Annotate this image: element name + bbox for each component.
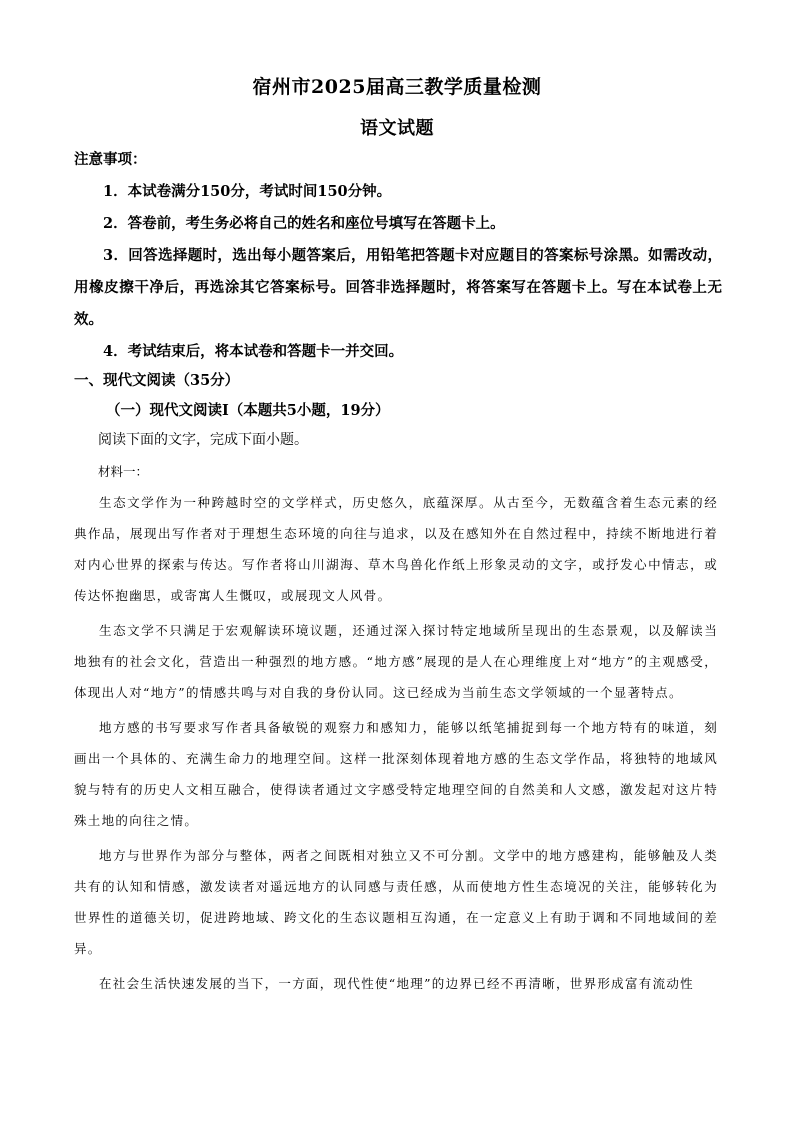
section-heading: 一、现代文阅读（35分） (74, 372, 240, 389)
notice-item-4: 4．考试结束后，将本试卷和答题卡一并交回。 (103, 343, 404, 360)
exam-subtitle: 语文试题 (360, 118, 434, 139)
material-body (74, 487, 718, 1003)
material-label: 材料一： (98, 464, 149, 479)
paragraph-3: 地方感的书写要求写作者具备敏锐的观察力和感知力，能够以纸笔捕捉到每一个地方特有的味道，刻画出一个具体的、充满生命力的地理空间。这样一批深刻体现着地方感的生态文学作品，将独特的地域风貌与特有的历史人文相互融合，使得读者通过文字感受特定地理空间的自然美和人文感，激发起对这片特殊土地的向往之情。 (74, 720, 718, 828)
paragraph-1: 生态文学作为一种跨越时空的文学样式，历史悠久，底蕴深厚。从古至今，无数蕴含着生态元素的经典作品，展现出写作者对于理想生态环境的向往与追求，以及在感知外在自然过程中，持续不断地进行着对内心世界的探索与传达。写作者将山川湖海、草木鸟兽化作纸上形象灵动的文字，或抒发心中情志，或传达怀抱幽思，或寄寓人生慨叹，或展现文人风骨。 (74, 495, 718, 603)
notice-heading: 注意事项： (74, 151, 147, 168)
paragraph-4: 地方与世界作为部分与整体，两者之间既相对独立又不可分割。文学中的地方感建构，能够触及人类共有的认知和情感，激发读者对遥远地方的认同感与责任感，从而使地方性生态境况的关注，能够转化为世界性的道德关切，促进跨地域、跨文化的生态议题相互沟通，在一定意义上有助于调和不同地域间的差异。 (74, 848, 718, 956)
paragraph-5: 在社会生活快速发展的当下，一方面，现代性使“地理”的边界已经不再清晰，世界形成富有流动性 (99, 976, 694, 991)
reading-instruction: 阅读下面的文字，完成下面小题。 (98, 432, 308, 448)
notice-item-2: 2．答卷前，考生务必将自己的姓名和座位号填写在答题卡上。 (103, 215, 505, 232)
paragraph-2: 生态文学不只满足于宏观解读环境议题，还通过深入探讨特定地域所呈现出的生态景观，以及解读当地独有的社会文化，营造出一种强烈的地方感。“地方感”展现的是人在心理维度上对“地方”的主观感受，体现出人对“地方”的情感共鸣与对自我的身份认同。这已经成为当前生态文学领域的一个显著特点。 (74, 623, 718, 700)
subsection-heading: （一）现代文阅读Ⅰ（本题共5小题，19分） (106, 402, 390, 419)
notice-item-1: 1．本试卷满分150分，考试时间150分钟。 (103, 183, 392, 200)
notice-item-3: 3．回答选择题时，选出每小题答案后，用铅笔把答题卡对应题目的答案标号涂黑。如需改动，用橡皮擦干净后，再选涂其它答案标号。回答非选择题时，将答案写在答题卡上。写在本试卷上无效。 (74, 247, 722, 328)
exam-title: 宿州市2025届高三教学质量检测 (252, 76, 542, 98)
notice-list (74, 176, 722, 368)
